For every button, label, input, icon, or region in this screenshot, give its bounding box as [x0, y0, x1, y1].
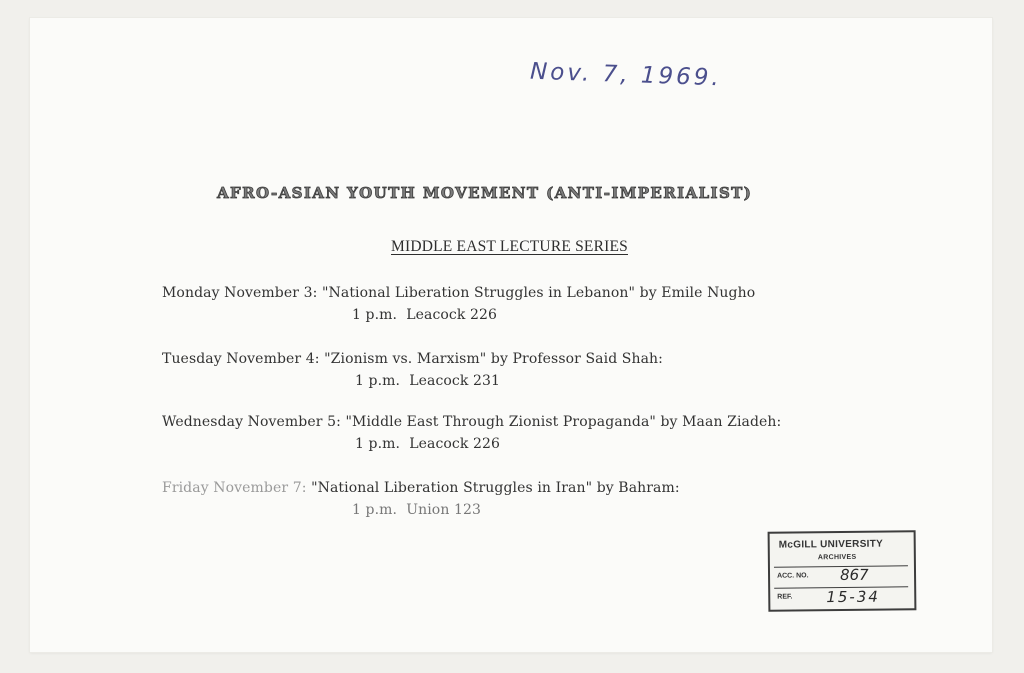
stamp-ref-value: 15-34: [826, 587, 880, 607]
lecture-day: Tuesday November 4:: [162, 351, 320, 367]
stamp-ref-label: REF.: [777, 593, 793, 601]
lecture-title: "National Liberation Struggles in Iran": [311, 480, 593, 496]
stamp-reference-row: [774, 586, 908, 607]
lecture-day: Monday November 3:: [162, 285, 318, 301]
lecture-entry-monday: [162, 285, 756, 323]
stamp-university: McGILL UNIVERSITY: [778, 538, 884, 551]
handwritten-date: Nov. 7, 1969.: [529, 58, 723, 92]
stamp-accession-row: [774, 565, 908, 586]
lecture-title: "Zionism vs. Marxism": [324, 351, 487, 367]
archive-stamp: [768, 530, 917, 612]
lecture-day: Wednesday November 5:: [162, 414, 341, 430]
lecture-time: 1 p.m.: [355, 436, 401, 452]
lecture-time: 1 p.m.: [352, 307, 398, 323]
stamp-archives: ARCHIVES: [817, 553, 857, 562]
lecture-time: 1 p.m.: [355, 373, 401, 389]
lecture-entry-tuesday: [162, 351, 663, 389]
lecture-title: "National Liberation Struggles in Lebanon": [321, 285, 636, 301]
lecture-time: 1 p.m.: [352, 502, 398, 518]
lecture-speaker: by Emile Nugho: [639, 285, 756, 301]
lecture-title: "Middle East Through Zionist Propaganda": [345, 414, 656, 430]
lecture-series-title: MIDDLE EAST LECTURE SERIES: [391, 238, 628, 255]
lecture-day: Friday November 7:: [162, 480, 307, 496]
lecture-speaker: by Professor Said Shah:: [490, 351, 663, 367]
lecture-entry-wednesday: [162, 414, 782, 452]
lecture-entry-friday: [162, 480, 680, 518]
stamp-acc-label: ACC. NO.: [777, 572, 809, 580]
lecture-speaker: by Bahram:: [596, 480, 680, 496]
lecture-speaker: by Maan Ziadeh:: [660, 414, 782, 430]
lecture-place: Leacock 231: [409, 373, 501, 389]
organization-title: AFRO-ASIAN YOUTH MOVEMENT (ANTI-IMPERIALIST): [217, 184, 753, 202]
lecture-place: Leacock 226: [409, 436, 501, 452]
stamp-acc-value: 867: [839, 565, 869, 585]
lecture-place: Union 123: [406, 502, 482, 518]
lecture-place: Leacock 226: [406, 307, 498, 323]
